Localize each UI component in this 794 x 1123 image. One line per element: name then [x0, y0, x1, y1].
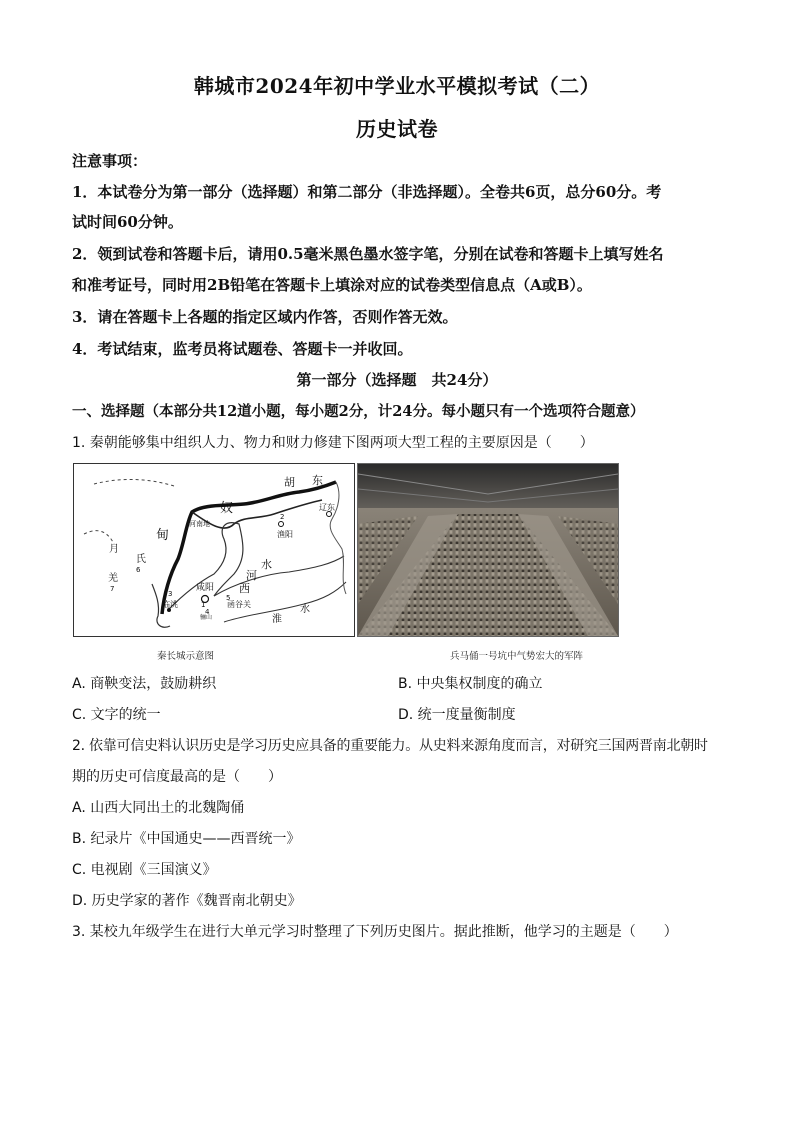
notes-item-4: 4．考试结束，监考员将试题卷、答题卡一并收回。 — [72, 340, 413, 358]
q2-option-a[interactable]: A. 山西大同出土的北魏陶俑 — [72, 800, 245, 816]
terracotta-army-photo — [357, 463, 619, 637]
map-label-7: 7 — [110, 585, 115, 593]
notes-item-1-line-1: 1．本试卷分为第一部分（选择题）和第二部分（非选择题）。全卷共6页，总分60分。考 — [72, 183, 662, 201]
great-wall-map-svg — [74, 464, 354, 636]
q3-stem: 3. 某校九年级学生在进行大单元学习时整理了下列历史图片。据此推断，他学习的主题是（ ） — [72, 924, 678, 940]
notes-item-2-line-2: 和准考证号，同时用2B铅笔在答题卡上填涂对应的试卷类型信息点（A或B）。 — [72, 276, 592, 294]
part1-heading: 第一部分（选择题 共24分） — [296, 371, 498, 389]
q2-option-b[interactable]: B. 纪录片《中国通史——西晋统一》 — [72, 831, 301, 847]
map-label-dong: 东 — [312, 474, 323, 487]
map-label-henan: 河南地 — [189, 520, 210, 528]
notes-item-1-line-2: 试时间60分钟。 — [72, 213, 183, 231]
q1-stem: 1. 秦朝能够集中组织人力、物力和财力修建下图两项大型工程的主要原因是（ ） — [72, 435, 594, 451]
liaodong-marker — [327, 512, 332, 517]
yuyang-marker — [279, 522, 284, 527]
map-label-yue: 月 — [109, 544, 119, 555]
map-label-yuyang: 渔阳 — [277, 530, 293, 539]
map-label-lishan: 骊山 — [200, 614, 213, 621]
map-label-shi: 氏 — [136, 554, 146, 565]
notes-heading: 注意事项： — [72, 152, 148, 170]
map-label-4: 4 — [205, 608, 210, 616]
q2-stem-line-1: 2. 依靠可信史料认识历史是学习历史应具备的重要能力。从史料来源角度而言，对研究三国两晋南北朝时 — [72, 738, 708, 754]
photo-caption: 兵马俑一号坑中气势宏大的军阵 — [450, 651, 584, 662]
map-label-xi: 西 — [239, 582, 250, 595]
map-label-hu: 胡 — [284, 476, 295, 489]
q1-option-a[interactable]: A. 商鞅变法，鼓励耕织 — [72, 676, 217, 692]
map-label-3: 3 — [168, 590, 173, 598]
map-label-huai: 淮 — [272, 614, 282, 625]
q2-stem-line-2: 期的历史可信度最高的是（ ） — [72, 769, 282, 785]
exam-title: 韩城市2024年初中学业水平模拟考试（二） — [193, 74, 601, 98]
map-label-6: 6 — [136, 566, 141, 574]
map-label-dian: 甸 — [156, 528, 170, 543]
map-label-5: 5 — [226, 594, 231, 602]
q2-option-c[interactable]: C. 电视剧《三国演义》 — [72, 862, 217, 878]
map-label-liaodong: 辽东 — [319, 503, 335, 512]
section-heading: 一、选择题（本部分共12道小题，每小题2分，计24分。每小题只有一个选项符合题意） — [72, 403, 645, 420]
map-label-xianyang: 咸阳 — [196, 583, 215, 593]
map-label-shui-2: 水 — [300, 604, 310, 615]
q1-option-c[interactable]: C. 文字的统一 — [72, 707, 161, 723]
map-caption: 秦长城示意图 — [157, 651, 215, 662]
map-label-xiong: 奴 — [220, 501, 234, 516]
map-label-lintao: 临洮 — [162, 600, 178, 609]
map-label-2: 2 — [280, 513, 285, 521]
great-wall-map — [73, 463, 355, 637]
notes-item-2-line-1: 2．领到试卷和答题卡后，请用0.5毫米黑色墨水签字笔，分别在试卷和答题卡上填写姓名 — [72, 245, 664, 263]
map-label-qiang: 羌 — [108, 573, 118, 584]
map-label-hangu: 函谷关 — [227, 600, 251, 609]
notes-item-3: 3．请在答题卡上各题的指定区域内作答，否则作答无效。 — [72, 308, 458, 326]
exam-subject: 历史试卷 — [356, 117, 438, 141]
map-label-shui-1: 水 — [261, 558, 272, 571]
terracotta-army-photo-svg — [358, 464, 618, 636]
map-label-he: 河 — [246, 569, 257, 582]
map-label-1: 1 — [201, 601, 206, 609]
q1-option-b[interactable]: B. 中央集权制度的确立 — [398, 676, 543, 692]
q1-option-d[interactable]: D. 统一度量衡制度 — [398, 707, 516, 723]
q2-option-d[interactable]: D. 历史学家的著作《魏晋南北朝史》 — [72, 893, 302, 909]
